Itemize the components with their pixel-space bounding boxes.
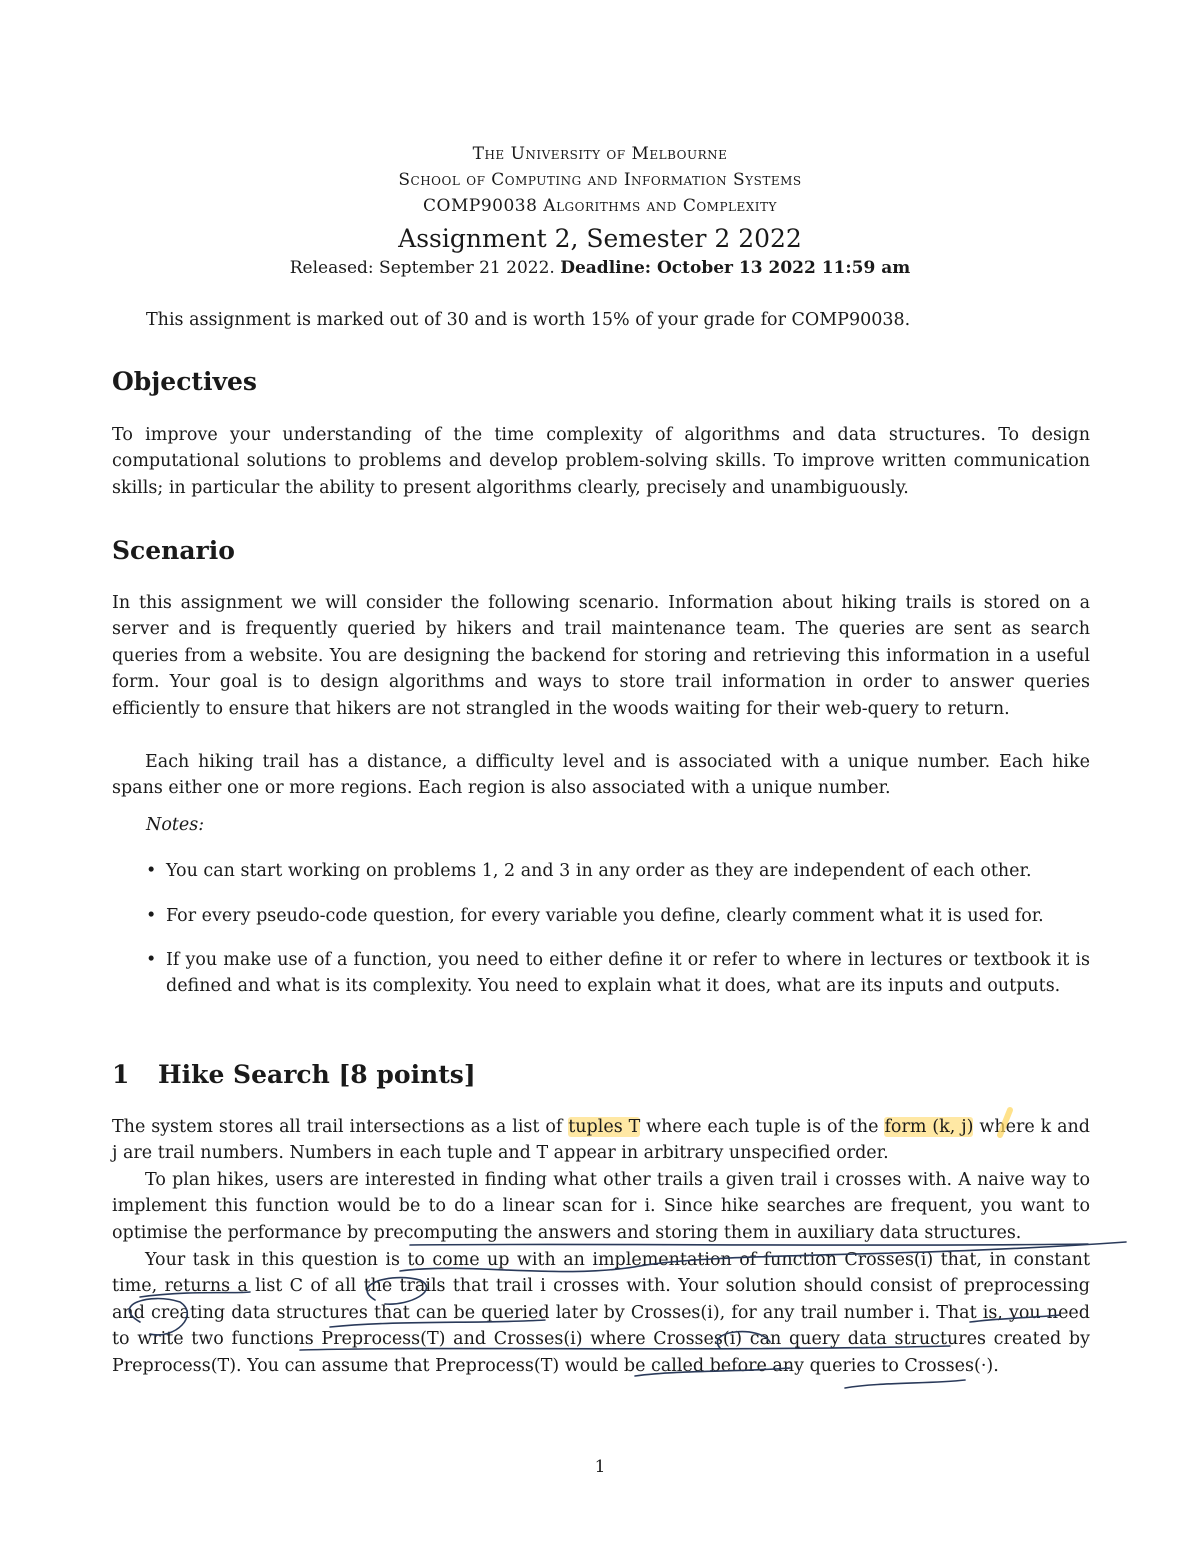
section-1-paragraph-3: Your task in this question is to come up with an implementation of function Crosses(i) that, in constant time, returns a list C of all the trails that trail i crosses with. Your solution should consist of preprocessing and creating data structures that can be queried later by Crosses(i), for any trail number i. That is, you need to write two functions Preprocess(T) and Crosses(i) where Crosses(i) can query data structures created by Preprocess(T). You can assume that Preprocess(T) would be called before any queries to Crosses(·). xyxy=(112,1250,1090,1376)
released-date: Released: September 21 2022. xyxy=(289,258,555,278)
note-text: If you make use of a function, you need to either define it or refer to where in lectures or textbook it is defined and what is its complexity. You need to explain what it does, what are its inputs and outputs. xyxy=(166,950,1090,997)
bullet-icon: • xyxy=(146,861,157,881)
objectives-heading: Objectives xyxy=(112,367,257,396)
section-title: Hike Search [8 points] xyxy=(158,1060,476,1089)
notes-label: Notes: xyxy=(146,815,205,835)
bullet-icon: • xyxy=(146,906,157,926)
note-item xyxy=(146,858,1090,884)
university-name: The University of Melbourne xyxy=(472,144,728,164)
course-name: COMP90038 Algorithms and Complexity xyxy=(423,196,777,216)
highlight-form: form (k, j) xyxy=(884,1117,974,1137)
page-number: 1 xyxy=(594,1457,606,1477)
note-text: You can start working on problems 1, 2 and 3 in any order as they are independent of each other. xyxy=(166,861,1032,881)
intro-text: This assignment is marked out of 30 and is worth 15% of your grade for COMP90038. xyxy=(146,310,911,330)
text-run: where k and j are trail numbers. Numbers in each tuple and T appear in arbitrary unspecified order. xyxy=(112,1117,1090,1164)
scenario-heading: Scenario xyxy=(112,536,235,565)
objectives-text: To improve your understanding of the time complexity of algorithms and data structures. To design computational solutions to problems and develop problem-solving skills. To improve written communication skills; in particular the ability to present algorithms clearly, precisely and unambiguously. xyxy=(112,425,1090,498)
school-name: School of Computing and Information Systems xyxy=(398,170,802,190)
deadline: Deadline: October 13 2022 11:59 am xyxy=(560,258,911,278)
scenario-paragraph-2: Each hiking trail has a distance, a difficulty level and is associated with a unique number. Each hike spans either one or more regions. Each region is also associated with a unique number. xyxy=(112,752,1090,799)
underline-preprocess-t xyxy=(845,1380,965,1388)
section-1-heading xyxy=(112,1060,476,1089)
text-run: where each tuple is of the xyxy=(640,1117,885,1137)
note-text: For every pseudo-code question, for every variable you define, clearly comment what it is used for. xyxy=(166,906,1044,926)
text-run: The system stores all trail intersections as a list of xyxy=(112,1117,569,1137)
bullet-icon: • xyxy=(146,950,157,970)
section-1-paragraph-1 xyxy=(112,1114,1090,1167)
release-line xyxy=(0,258,1200,278)
section-number: 1 xyxy=(112,1060,130,1089)
scenario-paragraph-1: In this assignment we will consider the following scenario. Information about hiking trails is stored on a server and is frequently queried by hikers and trail maintenance team. The queries are sent as search queries from a website. You are designing the backend for storing and retrieving this information in a useful form. Your goal is to design algorithms and ways to store trail information in order to answer queries efficiently to ensure that hikers are not strangled in the woods waiting for their web-query to return. xyxy=(112,593,1090,719)
note-item xyxy=(146,903,1090,929)
note-item xyxy=(146,947,1090,1000)
section-1-paragraph-2: To plan hikes, users are interested in finding what other trails a given trail i crosses with. A naive way to implement this function would be to do a linear scan for i. Since hike searches are frequent, you want to optimise the performance by precomputing the answers and storing them in auxiliary data structures. xyxy=(112,1170,1090,1243)
highlight-tuples: tuples T xyxy=(568,1117,641,1137)
assignment-title: Assignment 2, Semester 2 2022 xyxy=(398,224,802,253)
